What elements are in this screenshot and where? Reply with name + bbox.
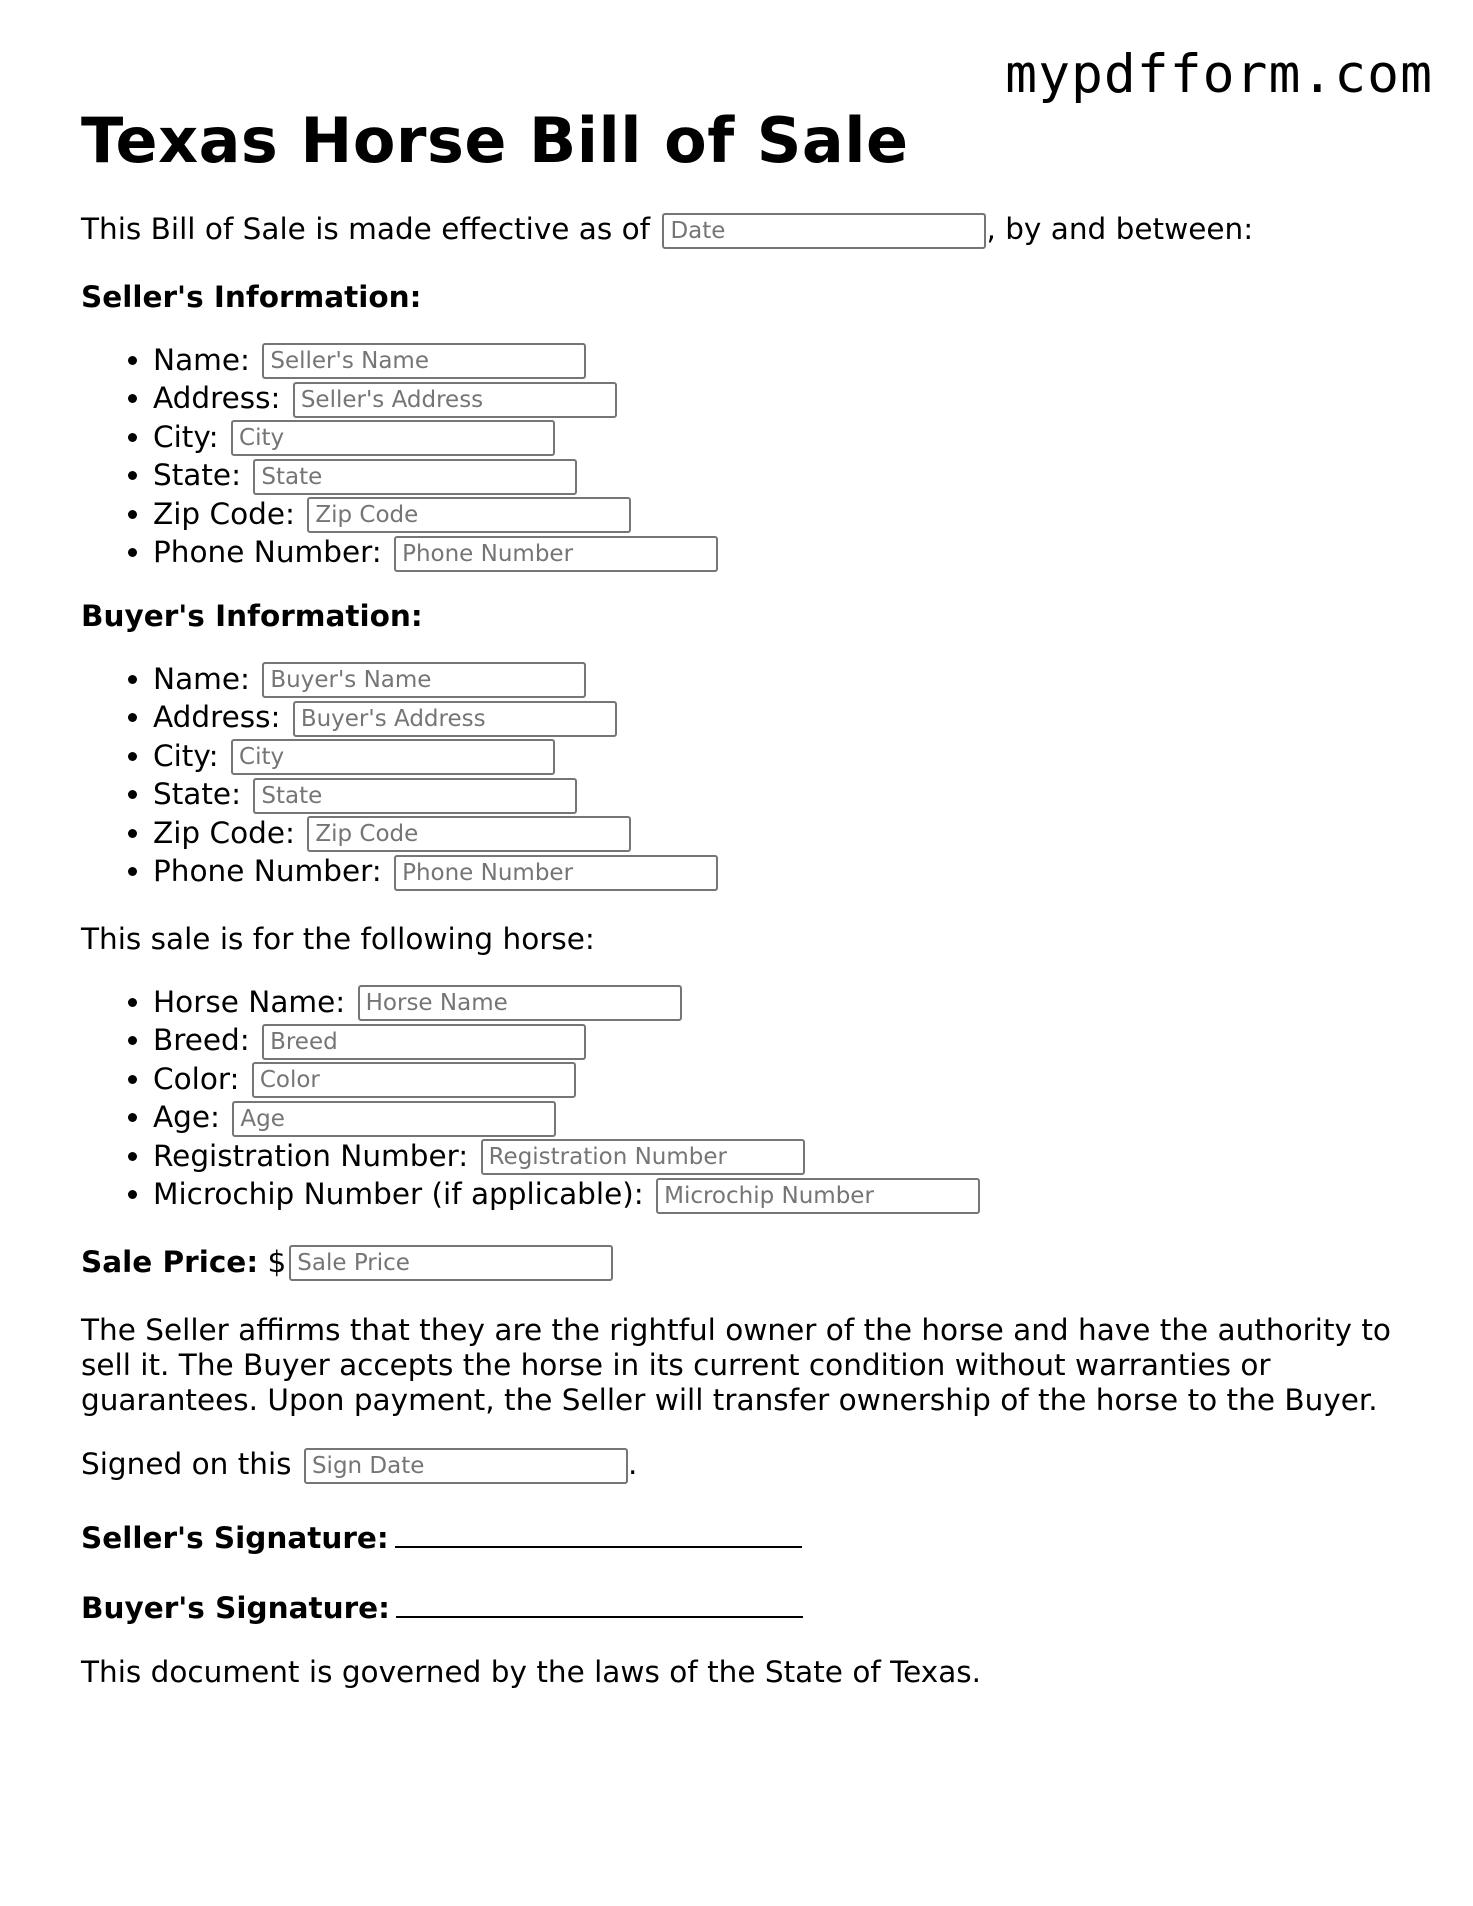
governing-law-text: This document is governed by the laws of the State of Texas. — [81, 1654, 982, 1689]
seller-city-item — [153, 418, 1401, 457]
horse-info-list — [81, 983, 1401, 1214]
seller-name-item — [153, 341, 1401, 380]
buyer-state-input[interactable] — [253, 778, 577, 814]
seller-state-item — [153, 456, 1401, 495]
sale-price-row — [81, 1244, 1401, 1282]
field-label: Phone Number: — [153, 854, 382, 888]
field-label: Name: — [153, 661, 250, 696]
field-label: Registration Number: — [153, 1138, 469, 1173]
intro-paragraph — [81, 211, 1401, 249]
field-label: Age: — [153, 1100, 220, 1134]
horse-microchip-item — [153, 1175, 1401, 1214]
buyer-state-item — [153, 775, 1401, 814]
buyer-signature-row — [81, 1586, 1401, 1626]
sale-price-input[interactable] — [289, 1245, 613, 1281]
signed-on-row — [81, 1446, 1401, 1484]
horse-registration-input[interactable] — [481, 1139, 805, 1175]
seller-phone-item — [153, 533, 1401, 572]
seller-name-input[interactable] — [262, 343, 586, 379]
horse-name-item — [153, 983, 1401, 1022]
seller-info-list — [81, 341, 1401, 572]
horse-color-input[interactable] — [252, 1062, 576, 1098]
field-label: Microchip Number (if applicable): — [153, 1177, 644, 1211]
buyer-zip-item — [153, 814, 1401, 853]
field-label: Breed: — [153, 1023, 250, 1057]
effective-date-input[interactable] — [662, 213, 986, 249]
buyer-name-input[interactable] — [262, 662, 586, 698]
intro-text-before: This Bill of Sale is made effective as of — [81, 212, 651, 246]
sale-price-label: Sale Price: — [81, 1244, 259, 1279]
field-label: Address: — [153, 700, 281, 734]
buyer-zip-input[interactable] — [307, 816, 631, 852]
horse-registration-item — [153, 1137, 1401, 1176]
seller-signature-label: Seller's Signature: — [81, 1520, 389, 1555]
seller-phone-input[interactable] — [394, 536, 718, 572]
field-label: Horse Name: — [153, 984, 346, 1019]
buyer-city-input[interactable] — [231, 739, 555, 775]
seller-address-item — [153, 379, 1401, 418]
currency-symbol: $ — [267, 1244, 287, 1279]
seller-zip-input[interactable] — [307, 497, 631, 533]
field-label: City: — [153, 738, 219, 773]
seller-zip-item — [153, 495, 1401, 534]
page-title: Texas Horse Bill of Sale — [81, 104, 909, 177]
field-label: Zip Code: — [153, 496, 295, 531]
seller-address-input[interactable] — [293, 382, 617, 418]
buyer-signature-line[interactable] — [396, 1586, 803, 1618]
buyer-address-input[interactable] — [293, 701, 617, 737]
horse-breed-input[interactable] — [262, 1024, 586, 1060]
field-label: Name: — [153, 342, 250, 377]
horse-age-item — [153, 1098, 1401, 1137]
horse-intro-text: This sale is for the following horse: — [81, 921, 595, 956]
buyer-phone-input[interactable] — [394, 855, 718, 891]
field-label: Phone Number: — [153, 535, 382, 569]
seller-state-input[interactable] — [253, 459, 577, 495]
field-label: City: — [153, 419, 219, 454]
affirmation-paragraph: The Seller affirms that they are the rightful owner of the horse and have the authority to sell it. The Buyer accepts the horse in its current condition without warranties or guarantees. Upon payment, the Seller will transfer ownership of the horse to the Buyer. — [81, 1313, 1391, 1417]
buyer-info-heading: Buyer's Information: — [81, 598, 423, 633]
intro-text-after: , by and between: — [986, 212, 1254, 246]
signed-period: . — [627, 1447, 638, 1481]
field-label: Zip Code: — [153, 815, 295, 850]
field-label: Address: — [153, 381, 281, 415]
horse-microchip-input[interactable] — [656, 1178, 980, 1214]
buyer-info-list — [81, 660, 1401, 891]
seller-info-heading: Seller's Information: — [81, 279, 422, 314]
horse-color-item — [153, 1060, 1401, 1099]
buyer-address-item — [153, 698, 1401, 737]
buyer-city-item — [153, 737, 1401, 776]
sign-date-input[interactable] — [304, 1448, 628, 1484]
field-label: State: — [153, 458, 242, 492]
bill-of-sale-document — [81, 0, 1401, 1690]
field-label: State: — [153, 777, 242, 811]
horse-breed-item — [153, 1021, 1401, 1060]
buyer-name-item — [153, 660, 1401, 699]
horse-name-input[interactable] — [358, 985, 682, 1021]
seller-signature-row — [81, 1516, 1401, 1556]
seller-signature-line[interactable] — [395, 1516, 802, 1548]
seller-city-input[interactable] — [231, 420, 555, 456]
watermark-text: mypdfform.com — [1005, 44, 1433, 105]
buyer-phone-item — [153, 852, 1401, 891]
horse-age-input[interactable] — [232, 1101, 556, 1137]
signed-on-text: Signed on this — [81, 1447, 292, 1481]
field-label: Color: — [153, 1061, 240, 1096]
buyer-signature-label: Buyer's Signature: — [81, 1590, 390, 1625]
